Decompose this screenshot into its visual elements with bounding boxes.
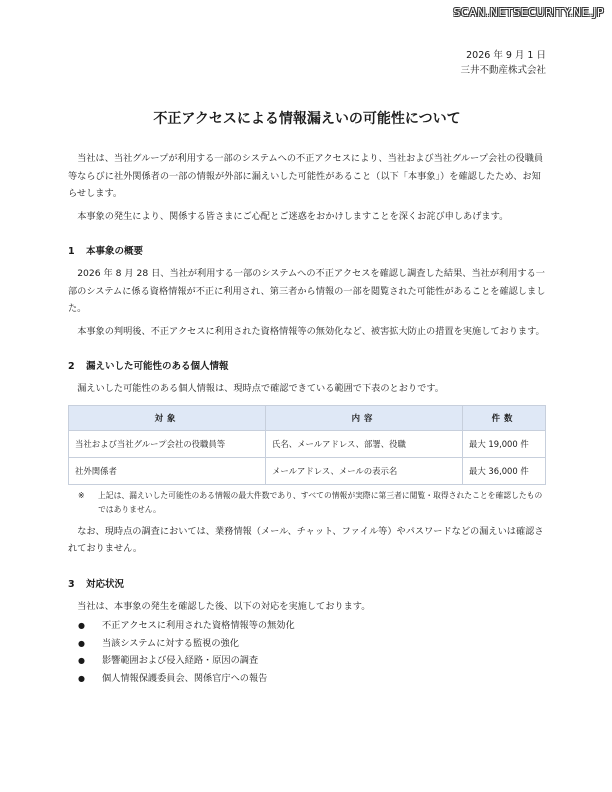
- response-list: [68, 617, 546, 687]
- table-cell-count: 最大 36,000 件: [463, 457, 546, 484]
- leak-table: [68, 405, 546, 485]
- section-1-paragraph-2: 本事象の判明後、不正アクセスに利用された資格情報等の無効化など、被害拡大防止の措置を実施しております。: [77, 325, 545, 337]
- table-cell-target: 社外関係者: [69, 457, 266, 484]
- document-date: 2026 年 9 月 1 日: [466, 50, 546, 61]
- footnote-text: 上記は、漏えいした可能性のある情報の最大件数であり、すべての情報が実際に第三者に閲覧・取得されたことを確認したものではありません。: [98, 490, 543, 514]
- intro-paragraph-2: 本事象の発生により、関係する皆さまにご心配とご迷惑をおかけしますことを深くお詫び申しあげます。: [77, 210, 509, 222]
- table-row: [69, 430, 546, 457]
- table-cell-target: 当社および当社グループ会社の役職員等: [69, 430, 266, 457]
- document-page: [68, 48, 546, 687]
- company-name: 三井不動産株式会社: [460, 65, 546, 76]
- list-item-text: 個人情報保護委員会、関係官庁への報告: [102, 672, 268, 684]
- source-watermark: SCAN.NETSECURITY.NE.JP: [453, 6, 604, 19]
- bullet-icon: ●: [78, 621, 85, 630]
- table-header-content: 内容: [266, 405, 463, 430]
- section-3-title: 対応状況: [86, 578, 125, 590]
- bullet-icon: ●: [78, 638, 85, 648]
- section-2-after-paragraph: なお、現時点の調査においては、業務情報（メール、チャット、ファイル等）やパスワードなどの漏えいは確認されておりません。: [68, 525, 544, 554]
- table-header-count: 件数: [463, 405, 546, 430]
- table-cell-content: メールアドレス、メールの表示名: [266, 457, 463, 484]
- table-header-target: 対象: [69, 405, 266, 430]
- list-item: [68, 617, 546, 635]
- list-item: [68, 635, 546, 653]
- table-header-row: [69, 405, 546, 430]
- section-2-heading: [68, 358, 546, 372]
- document-title: 不正アクセスによる情報漏えいの可能性について: [153, 111, 461, 127]
- list-item-text: 当該システムに対する監視の強化: [102, 637, 239, 649]
- list-item-text: 不正アクセスに利用された資格情報等の無効化: [102, 620, 295, 631]
- bullet-icon: ●: [78, 656, 85, 665]
- section-1-paragraph-1: 2026 年 8 月 28 日、当社が利用する一部のシステムへの不正アクセスを確認し調査した結果、当社が利用する一部のシステムに係る資格情報が不正に利用され、第三者から情報の一部を閲覧された可能性があることを確認しました。: [68, 268, 546, 314]
- table-footnote: [78, 489, 546, 517]
- intro-paragraph-1: 当社は、当社グループが利用する一部のシステムへの不正アクセスにより、当社および当社グループ会社の役職員等ならびに社外関係者の一部の情報が外部に漏えいした可能性があること（以下「本事象」）を確認したため、お知らせします。: [68, 153, 544, 199]
- section-2-lead: 漏えいした可能性のある個人情報は、現時点で確認できている範囲で下表のとおりです。: [77, 383, 444, 394]
- list-item-text: 影響範囲および侵入経路・原因の調査: [102, 655, 259, 666]
- list-item: [68, 652, 546, 670]
- section-2-title: 漏えいした可能性のある個人情報: [86, 361, 229, 372]
- footnote-mark: ※: [78, 490, 85, 500]
- table-cell-count: 最大 19,000 件: [463, 430, 546, 457]
- table-row: [69, 457, 546, 484]
- list-item: [68, 670, 546, 688]
- section-1-title: 本事象の概要: [86, 246, 144, 257]
- bullet-icon: ●: [78, 673, 85, 683]
- section-3-number: 3: [68, 578, 75, 590]
- section-1-heading: [68, 243, 546, 257]
- section-1-number: 1: [68, 246, 75, 257]
- table-cell-content: 氏名、メールアドレス、部署、役職: [266, 430, 463, 457]
- section-2-number: 2: [68, 361, 75, 372]
- section-3-heading: [68, 576, 546, 590]
- section-3-lead: 当社は、本事象の発生を確認した後、以下の対応を実施しております。: [77, 600, 371, 612]
